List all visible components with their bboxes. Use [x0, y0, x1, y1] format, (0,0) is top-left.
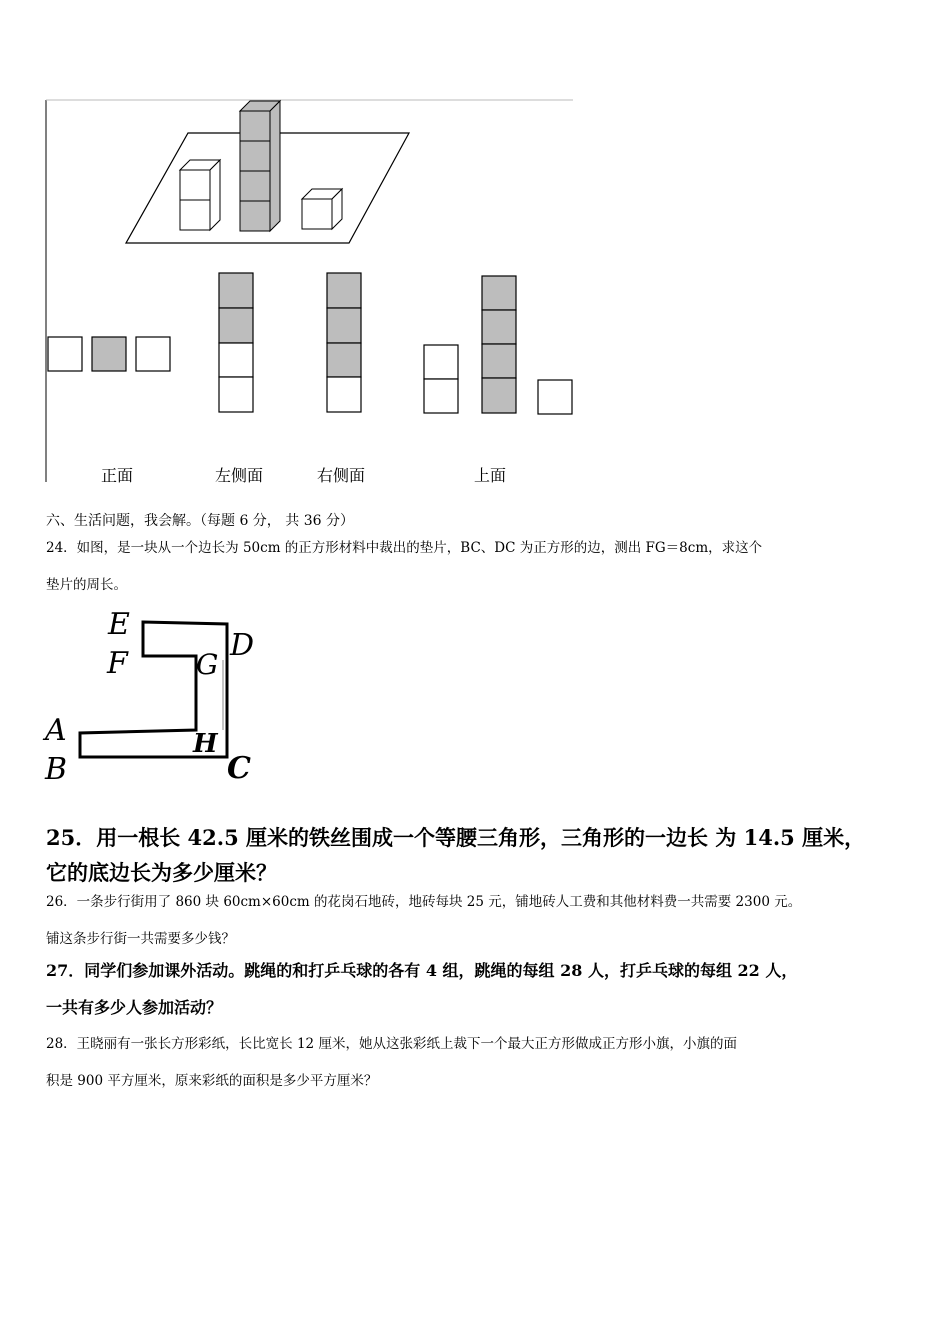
gasket-figure — [40, 600, 280, 790]
q26-line1: 26．一条步行街用了 860 块 60cm×60cm 的花岗石地砖，地砖每块 25 元，铺地砖人工费和其他材料费一共需要 2300 元。 — [46, 894, 802, 910]
label-D: D — [230, 628, 255, 663]
cube-views-figure — [0, 90, 600, 490]
top-view — [424, 276, 572, 414]
front-view — [48, 337, 170, 371]
label-G: G — [196, 648, 219, 681]
cube-stack-left — [180, 160, 220, 230]
left-view-label: 左侧面 — [215, 466, 264, 485]
q28-line1: 28．王晓丽有一张长方形彩纸，长比宽长 12 厘米，她从这张彩纸上裁下一个最大正方形做成正方形小旗，小旗的面 — [46, 1036, 737, 1052]
label-E: E — [108, 607, 130, 642]
label-H: H — [193, 729, 218, 759]
label-B: B — [45, 752, 68, 787]
cube-stack-right — [302, 189, 342, 229]
cube-stack-middle — [240, 101, 280, 231]
front-view-label: 正面 — [101, 466, 134, 485]
q27-line1: 27．同学们参加课外活动。跳绳的和打乒乓球的各有 4 组，跳绳的每组 28 人，打乒乓球的每组 22 人， — [46, 961, 798, 980]
label-A: A — [45, 713, 67, 748]
q24-line1: 24．如图，是一块从一个边长为 50cm 的正方形材料中裁出的垫片，BC、DC 为正方形的边，测出 FG＝8cm，求这个 — [46, 540, 763, 556]
q25-line1: 25．用一根长 42.5 厘米的铁丝围成一个等腰三角形，三角形的一边长 为 14.5 厘米， — [46, 825, 866, 850]
q25-line2: 它的底边长为多少厘米？ — [46, 860, 277, 885]
q24-line2: 垫片的周长。 — [46, 577, 127, 593]
label-C: C — [227, 751, 251, 786]
section-title: 六、生活问题，我会解。（每题 6 分， 共 36 分） — [46, 513, 354, 529]
q27-line2: 一共有多少人参加活动？ — [46, 998, 223, 1017]
right-view-label: 右侧面 — [317, 466, 366, 485]
label-F: F — [107, 646, 128, 681]
top-view-label: 上面 — [474, 466, 507, 485]
left-side-view — [219, 273, 253, 412]
q28-line2: 积是 900 平方厘米，原来彩纸的面积是多少平方厘米？ — [46, 1073, 378, 1089]
right-side-view — [327, 273, 361, 412]
q26-line2: 铺这条步行街一共需要多少钱？ — [46, 931, 235, 947]
